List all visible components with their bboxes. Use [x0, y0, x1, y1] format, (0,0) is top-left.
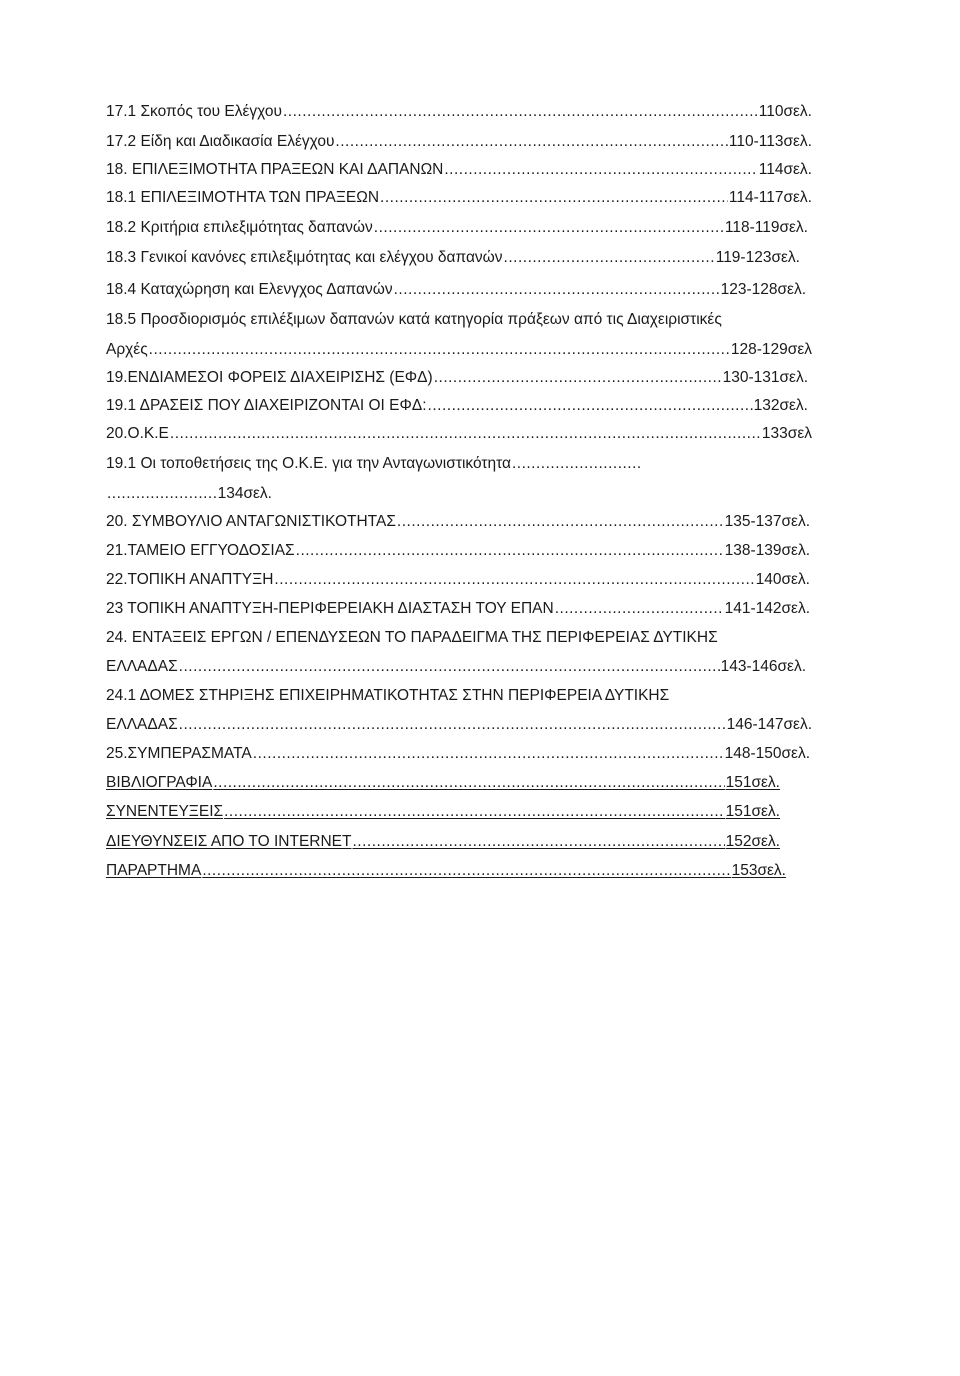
toc-entry-title: ΣΥΝΕΝΤΕΥΞΕΙΣ [106, 803, 224, 820]
toc-entry [106, 802, 780, 822]
toc-leader-dots [504, 248, 715, 268]
toc-entry-title: ΠΑΡΑΡΤΗΜΑ [106, 862, 202, 879]
toc-entry-page: 123-128σελ. [720, 281, 806, 298]
toc-entry-page: 153σελ. [731, 862, 786, 879]
toc-entry [106, 102, 812, 122]
toc-entry [106, 132, 812, 152]
toc-entry [106, 248, 800, 268]
toc-entry-title: 18.4 Καταχώρηση και Ελενγχος Δαπανών [106, 281, 393, 298]
toc-entry [106, 744, 810, 764]
toc-entry-page: 151σελ. [725, 803, 780, 820]
toc-entry-page: 114-117σελ. [728, 189, 812, 206]
toc-leader-dots [555, 599, 724, 619]
toc-entry [106, 832, 780, 852]
toc-entry-title: ΕΛΛΑΔΑΣ [106, 716, 178, 733]
toc-leader-dots [107, 484, 217, 504]
toc-entry [106, 570, 810, 590]
toc-entry-title: 17.1 Σκοπός του Ελέγχου [106, 103, 282, 120]
toc-entry-title: 20.Ο.Κ.Ε [106, 425, 169, 442]
toc-entry-title: Αρχές [106, 341, 148, 358]
toc-leader-dots [380, 188, 728, 208]
toc-entry-title: 22.ΤΟΠΙΚΗ ΑΝΑΠΤΥΞΗ [106, 571, 274, 588]
toc-entry-page: 133σελ [761, 425, 812, 442]
toc-entry-page: 140σελ. [755, 571, 810, 588]
toc-entry-page: 110σελ. [758, 103, 812, 120]
toc-entry-page: 130-131σελ. [722, 369, 808, 386]
toc-leader-dots [512, 454, 641, 474]
toc-entry-page: 119-123σελ. [715, 249, 800, 266]
toc-entry [106, 454, 642, 474]
toc-entry-title: 19.1 Οι τοποθετήσεις της Ο.Κ.Ε. για την Ανταγωνιστικότητα [106, 455, 511, 472]
toc-entry-page: 141-142σελ. [724, 600, 810, 617]
toc-entry-title: 18. ΕΠΙΛΕΞΙΜΟΤΗΤΑ ΠΡΑΞΕΩΝ ΚΑΙ ΔΑΠΑΝΩΝ [106, 161, 444, 178]
toc-leader-dots [253, 744, 724, 764]
toc-entry-title: 17.2 Είδη και Διαδικασία Ελέγχου [106, 133, 335, 150]
toc-entry [106, 218, 808, 238]
toc-entry-page: 134σελ. [217, 485, 272, 502]
toc-entry-page: 146-147σελ. [726, 716, 812, 733]
toc-entry-title: 18.2 Κριτήρια επιλεξιμότητας δαπανών [106, 219, 373, 236]
toc-entry-title: 25.ΣΥΜΠΕΡΑΣΜΑΤΑ [106, 745, 252, 762]
toc-entry [106, 188, 812, 208]
toc-entry [106, 599, 810, 619]
toc-leader-dots [179, 715, 726, 735]
toc-entry-title: 19.1 ΔΡΑΣΕΙΣ ΠΟΥ ΔΙΑΧΕΙΡΙΖΟΝΤΑΙ ΟΙ ΕΦΔ: [106, 397, 427, 414]
toc-entry [106, 715, 812, 735]
toc-entry-title-line: 24.1 ΔΟΜΕΣ ΣΤΗΡΙΞΗΣ ΕΠΙΧΕΙΡΗΜΑΤΙΚΟΤΗΤΑΣ ΣΤΗΝ ΠΕΡΙΦΕΡΕΙΑ ΔΥΤΙΚΗΣ [106, 687, 670, 704]
toc-entry-page: 143-146σελ. [720, 658, 806, 675]
toc-leader-dots [283, 102, 758, 122]
toc-leader-dots [274, 570, 754, 590]
toc-entry-title: 20. ΣΥΜΒΟΥΛΙΟ ΑΝΤΑΓΩΝΙΣΤΙΚΟΤΗΤΑΣ [106, 513, 396, 530]
toc-entry-title: 23 ΤΟΠΙΚΗ ΑΝΑΠΤΥΞΗ-ΠΕΡΙΦΕΡΕΙΑΚΗ ΔΙΑΣΤΑΣΗ ΤΟΥ ΕΠΑΝ [106, 600, 554, 617]
toc-entry-title: 18.3 Γενικοί κανόνες επιλεξιμότητας και ελέγχου δαπανών [106, 249, 503, 266]
toc-leader-dots [352, 832, 724, 852]
toc-entry-page: 148-150σελ. [724, 745, 810, 762]
toc-entry [106, 484, 272, 504]
toc-entry [106, 280, 806, 300]
toc-entry [106, 541, 810, 561]
toc-entry [106, 657, 806, 677]
toc-entry [106, 773, 780, 793]
toc-leader-dots [179, 657, 720, 677]
toc-leader-dots [444, 160, 757, 180]
toc-entry [106, 512, 810, 532]
toc-entry-title: 19.ΕΝΔΙΑΜΕΣΟΙ ΦΟΡΕΙΣ ΔΙΑΧΕΙΡΙΣΗΣ (ΕΦΔ) [106, 369, 433, 386]
toc-entry-title: 18.1 ΕΠΙΛΕΞΙΜΟΤΗΤΑ ΤΩΝ ΠΡΑΞΕΩΝ [106, 189, 380, 206]
toc-entry-page: 128-129σελ [730, 341, 812, 358]
toc-entry-page: 110-113σελ. [728, 133, 812, 150]
toc-entry-page: 135-137σελ. [724, 513, 810, 530]
toc-entry-title: ΒΙΒΛΙΟΓΡΑΦΙΑ [106, 774, 213, 791]
toc-entry [106, 340, 812, 360]
toc-entry [106, 368, 808, 388]
toc-entry-page: 151σελ. [725, 774, 780, 791]
toc-leader-dots [394, 280, 720, 300]
toc-entry-title-line: 18.5 Προσδιορισμός επιλέξιμων δαπανών κατά κατηγορία πράξεων από τις Διαχειριστικές [106, 311, 722, 328]
toc-leader-dots [335, 132, 727, 152]
toc-entry [106, 424, 812, 444]
toc-entry [106, 396, 808, 416]
toc-leader-dots [296, 541, 724, 561]
toc-leader-dots [202, 861, 730, 881]
toc-entry-title: ΔΙΕΥΘΥΝΣΕΙΣ ΑΠΟ ΤΟ INTERNET [106, 833, 352, 850]
toc-leader-dots [397, 512, 724, 532]
toc-entry-page: 132σελ. [753, 397, 808, 414]
toc-entry-page: 152σελ. [725, 833, 780, 850]
toc-leader-dots [213, 773, 724, 793]
toc-leader-dots [224, 802, 725, 822]
toc-entry-page: 138-139σελ. [724, 542, 810, 559]
toc-leader-dots [170, 424, 761, 444]
toc-entry [106, 861, 786, 881]
toc-entry-title: 21.ΤΑΜΕΙΟ ΕΓΓΥΟΔΟΣΙΑΣ [106, 542, 295, 559]
toc-entry-title-line: 24. ΕΝΤΑΞΕΙΣ ΕΡΓΩΝ / ΕΠΕΝΔΥΣΕΩΝ ΤΟ ΠΑΡΑΔΕΙΓΜΑ ΤΗΣ ΠΕΡΙΦΕΡΕΙΑΣ ΔΥΤΙΚΗΣ [106, 629, 718, 646]
toc-entry-title: ΕΛΛΑΔΑΣ [106, 658, 178, 675]
toc-leader-dots [428, 396, 753, 416]
toc-leader-dots [149, 340, 730, 360]
toc-entry-page: 114σελ. [758, 161, 812, 178]
toc-leader-dots [374, 218, 724, 238]
toc-leader-dots [434, 368, 722, 388]
toc-entry [106, 160, 812, 180]
toc-entry-page: 118-119σελ. [724, 219, 808, 236]
